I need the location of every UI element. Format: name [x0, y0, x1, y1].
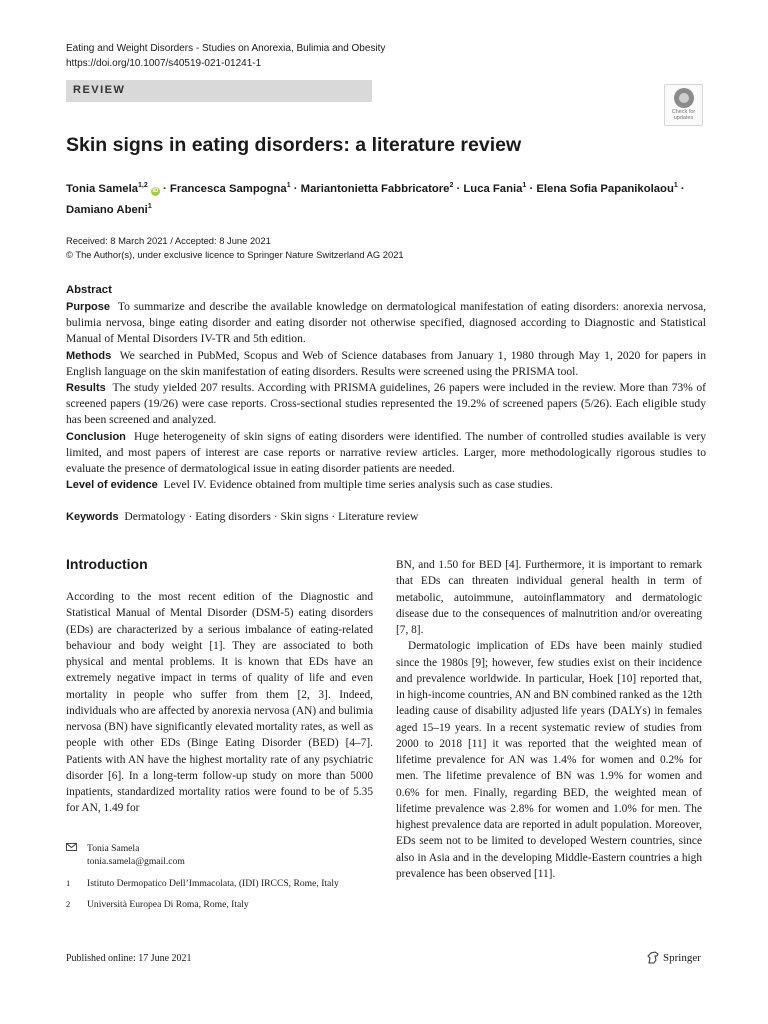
copyright-line: © The Author(s), under exclusive licence to Springer Nature Switzerland AG 2021: [66, 248, 404, 260]
author-name[interactable]: Elena Sofia Papanikolaou: [536, 182, 674, 195]
level-label: Level of evidence: [66, 479, 158, 492]
intro-paragraph: Dermatologic implication of EDs have been mainly studied since the 1980s [9]; however, few studies exist on their incidence and prevalence worldwide. In particular, Hoek [10] reported that, in high-income countries, AN and BN combined ranked as the 12th leading cause of disability adjusted life years (DALYs) in females aged 15–19 years. In a recent systematic review of studies from 2000 to 2018 [11] it was reported that the weighted mean of lifetime prevalence for AN was 1.4% for women and 0.2% for men. The lifetime prevalence of BN was 1.9% for women and 0.6% for men. Finally, regarding BED, the weighted mean of lifetime prevalence was 2.8% for women and 1.0% for men. The highest prevalence data are reported in adult population. Moreover, EDs seem not to be limited to developed Western countries, since also in Asia and in the developing Middle-Eastern countries a high prevalence has been observed [11].: [396, 640, 702, 880]
intro-column-left: [66, 589, 373, 817]
affiliation-1: [66, 877, 373, 890]
published-date: Published online: 17 June 2021: [66, 953, 192, 964]
envelope-icon: [66, 842, 87, 869]
badge-text-1: Check for: [671, 109, 696, 115]
author-name[interactable]: Francesca Sampogna: [169, 182, 287, 195]
methods-label: Methods: [66, 349, 112, 362]
abstract-methods: [66, 348, 706, 380]
affiliation-text: Istituto Dermopatico Dell’Immacolata, (IDI) IRCCS, Rome, Italy: [87, 877, 339, 889]
springer-horse-icon: [646, 951, 660, 965]
keywords: [66, 510, 418, 523]
journal-name: Eating and Weight Disorders - Studies on Anorexia, Bulimia and Obesity: [66, 43, 386, 54]
intro-paragraph: According to the most recent edition of the Diagnostic and Statistical Manual of Mental Disorder (DSM-5) eating disorders (EDs) are characterized by a serious imbalance of eating-related behaviour and body weight [1]. They are associated to both physical and mental problems. It is known that EDs have an extremely negative impact in terms of quality of life and even mortality in people who suffer from them [2, 3]. Indeed, individuals who are affected by anorexia nervosa (AN) and bulimia nervosa (BN) have significantly elevated mortality rates, as well as people with other EDs (Binge Eating Disorder (BED) [4–7]. Patients with AN have the highest mortality rate of any psychiatric disorder [6]. In a long-term follow-up study on more than 5000 inpatients, standardized mortality ratios were found to be of 5.35 for AN, 1.49 for: [66, 591, 373, 815]
results-label: Results: [66, 382, 106, 395]
introduction-heading: Introduction: [66, 556, 148, 572]
author-affiliation: 1: [673, 182, 678, 189]
purpose-label: Purpose: [66, 301, 111, 313]
abstract-level: [66, 477, 706, 493]
check-for-updates-badge[interactable]: [664, 84, 703, 126]
publisher-logo: [646, 951, 701, 965]
affiliation-mark: 2: [66, 898, 71, 909]
author-affiliation: 1,2: [138, 182, 148, 189]
author-name[interactable]: Tonia Samela: [66, 182, 138, 195]
keywords-label: Keywords: [66, 511, 119, 523]
keywords-text: Dermatology · Eating disorders · Skin signs · Literature review: [124, 510, 419, 523]
footnotes: [66, 842, 373, 919]
purpose-text: To summarize and describe the available knowledge on dermatological manifestation of eating disorders: anorexia nervosa, bulimia nervosa, binge eating disorder and eating disorder not otherwise specified, diagnosed according to Diagnostic and Statistical Manual of Mental Disorders IV-TR and 5th edition.: [66, 300, 706, 346]
abstract-purpose: [66, 299, 706, 348]
article-title: Skin signs in eating disorders: a literature review: [66, 134, 522, 156]
author-affiliation: 1: [522, 182, 527, 189]
conclusion-text: Huge heterogeneity of skin signs of eating disorders were identified. The number of controlled studies available is very limited, and most papers of interest are case reports or narrative review articles. Larger, more methodologically rigorous studies to evaluate the presence of dermatological issue in eating disorder patients are needed.: [66, 429, 707, 476]
corresponding-name: Tonia Samela: [87, 843, 140, 854]
author-affiliation: 2: [449, 182, 454, 189]
article-dates: [66, 234, 404, 261]
corresponding-email[interactable]: tonia.samela@gmail.com: [87, 856, 185, 868]
conclusion-label: Conclusion: [66, 430, 126, 443]
orcid-icon[interactable]: iD: [152, 187, 159, 194]
abstract-heading: Abstract: [66, 284, 112, 296]
affiliation-mark: 1: [66, 877, 71, 888]
affiliation-2: [66, 898, 373, 911]
section-label: REVIEW: [73, 84, 126, 96]
journal-header: [66, 41, 385, 71]
level-text: Level IV. Evidence obtained from multiple time series analysis such as case studies.: [163, 478, 553, 492]
author-name[interactable]: Mariantonietta Fabbricatore: [300, 182, 450, 195]
corresponding-author: [66, 842, 373, 869]
intro-paragraph: BN, and 1.50 for BED [4]. Furthermore, it is important to remark that EDs can threaten individual general health in term of metabolic, autoimmune, autoinflammatory and dermatologic disease due to the consequences of malnutrition and/or overeating [7, 8].: [396, 559, 702, 636]
affiliation-text: Università Europea Di Roma, Rome, Italy: [87, 898, 249, 910]
publisher-name: Springer: [663, 952, 701, 964]
check-updates-icon: [674, 88, 694, 108]
author-affiliation: 1: [286, 182, 291, 189]
methods-text: We searched in PubMed, Scopus and Web of Science databases from January 1, 1980 through May 1, 2020 for papers in English language on the skin manifestation of eating disorders. Results were screened using the PRISMA tool.: [66, 348, 706, 378]
doi-link[interactable]: https://doi.org/10.1007/s40519-021-01241-1: [66, 58, 262, 69]
received-accepted: Received: 8 March 2021 / Accepted: 8 June 2021: [66, 235, 271, 246]
abstract-results: [66, 380, 706, 429]
abstract-conclusion: [66, 429, 706, 478]
intro-column-right: [396, 557, 702, 882]
results-text: The study yielded 207 results. According with PRISMA guidelines, 26 papers were included in the review. More than 73% of screened papers (19/26) were case reports. Cross-sectional studies represented the 19.2% of screened papers (5/26). Each eligible study has been screened and analyzed.: [66, 381, 706, 427]
author-name[interactable]: Luca Fania: [463, 182, 523, 195]
author-list: Tonia Samela$^{1,2}$ iD · Francesca Sampogna$^1$ · Mariantonietta Fabbricatore$^2$ · Luca Fania$^1$ · Elena Sofia Papanikolaou$^1$ · Damiano Abeni$^1$: [66, 182, 685, 216]
abstract-body: [66, 299, 706, 493]
author-affiliation: 1: [147, 202, 152, 210]
author-name[interactable]: Damiano Abeni: [66, 203, 148, 216]
badge-text-2: updates: [673, 115, 694, 121]
